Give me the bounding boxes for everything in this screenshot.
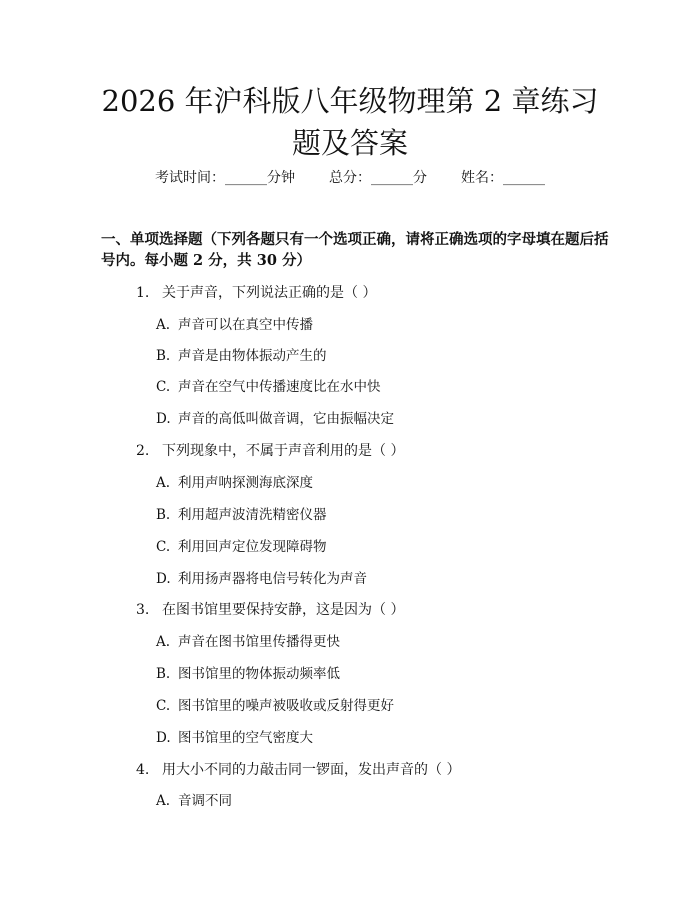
option-3a	[156, 632, 340, 652]
question-text: 关于声音，下列说法正确的是（ ）	[162, 285, 377, 301]
option-3c	[156, 696, 394, 716]
option-text: 声音是由物体振动产生的	[178, 348, 327, 364]
question-number: 1.	[136, 285, 150, 301]
option-label: A.	[156, 634, 171, 650]
option-1c	[156, 377, 381, 397]
option-text: 利用扬声器将电信号转化为声音	[178, 571, 367, 587]
question-number: 3.	[136, 602, 150, 618]
option-text: 声音的高低叫做音调，它由振幅决定	[178, 411, 394, 427]
option-1d	[156, 409, 394, 429]
option-text: 图书馆里的物体振动频率低	[178, 666, 340, 682]
option-1b	[156, 346, 327, 366]
option-label: B.	[156, 348, 171, 364]
exam-meta	[0, 167, 700, 189]
option-1a	[156, 315, 313, 335]
option-text: 图书馆里的空气密度大	[178, 730, 313, 746]
total-score: 总分：______分	[329, 170, 427, 186]
option-label: B.	[156, 507, 171, 523]
exam-time: 考试时间：______分钟	[155, 170, 295, 186]
question-4	[136, 760, 460, 780]
option-3d	[156, 728, 313, 748]
student-name: 姓名：______	[461, 170, 545, 186]
option-text: 图书馆里的噪声被吸收或反射得更好	[178, 698, 394, 714]
option-2c	[156, 537, 327, 557]
question-text: 下列现象中，不属于声音利用的是（ ）	[162, 443, 405, 459]
option-3b	[156, 664, 340, 684]
option-label: B.	[156, 666, 171, 682]
option-2a	[156, 473, 313, 493]
option-text: 声音在空气中传播速度比在水中快	[178, 379, 381, 395]
question-2	[136, 441, 404, 461]
option-text: 声音在图书馆里传播得更快	[178, 634, 340, 650]
option-2b	[156, 505, 327, 525]
option-label: D.	[156, 411, 171, 427]
option-2d	[156, 569, 367, 589]
document-title: 2026 年沪科版八年级物理第 2 章练习题及答案	[101, 84, 599, 160]
option-label: A.	[156, 475, 171, 491]
option-label: C.	[156, 698, 171, 714]
question-text: 在图书馆里要保持安静，这是因为（ ）	[162, 602, 405, 618]
option-text: 利用超声波清洗精密仪器	[178, 507, 327, 523]
question-3	[136, 600, 404, 620]
option-label: A.	[156, 317, 171, 333]
option-label: C.	[156, 379, 171, 395]
question-number: 2.	[136, 443, 150, 459]
option-text: 利用回声定位发现障碍物	[178, 539, 327, 555]
option-text: 音调不同	[178, 793, 232, 809]
question-number: 4.	[136, 762, 150, 778]
question-text: 用大小不同的力敲击同一锣面，发出声音的（ ）	[162, 762, 461, 778]
option-label: C.	[156, 539, 171, 555]
question-1	[136, 283, 376, 303]
option-text: 声音可以在真空中传播	[178, 317, 313, 333]
option-text: 利用声呐探测海底深度	[178, 475, 313, 491]
option-4a	[156, 791, 232, 811]
option-label: D.	[156, 571, 171, 587]
option-label: A.	[156, 793, 171, 809]
option-label: D.	[156, 730, 171, 746]
section-heading: 一、单项选择题（下列各题只有一个选项正确，请将正确选项的字母填在题后括号内。每小题 2 分，共 30 分）	[101, 231, 609, 269]
